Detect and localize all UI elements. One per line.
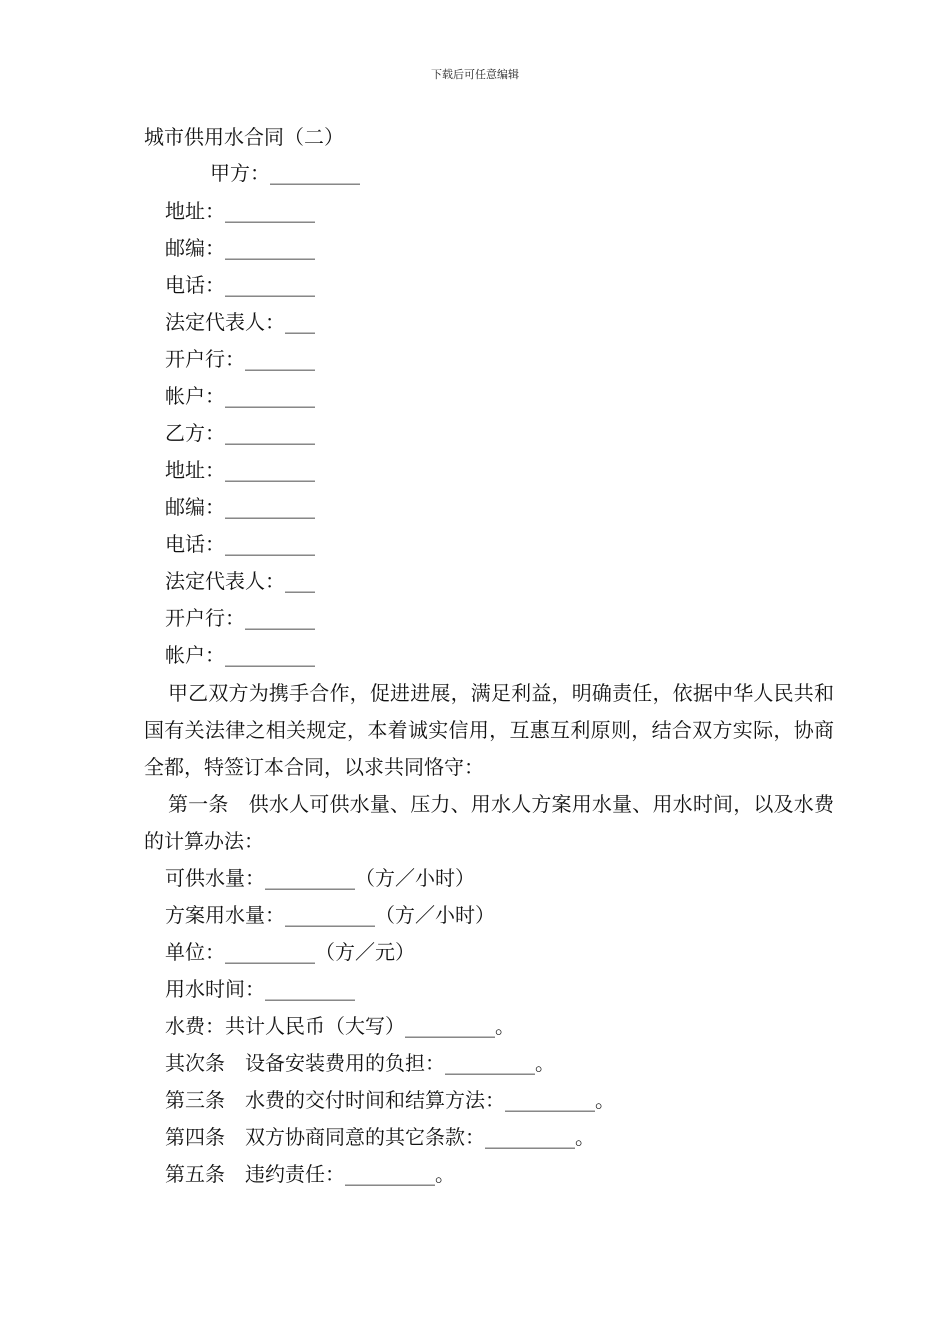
party-b-account: 帐户：_________ — [165, 643, 315, 667]
document-title: 城市供用水合同（二） — [144, 125, 344, 149]
party-a-account: 帐户：_________ — [165, 384, 315, 408]
party-b-legal-rep: 法定代表人：___ — [165, 569, 315, 593]
unit-price: 单位：_________（方／元） — [165, 940, 415, 964]
water-fee-total: 水费：共计人民币（大写）_________。 — [165, 1014, 515, 1038]
party-a-label: 甲方：_________ — [210, 161, 360, 185]
article-1-paragraph: 第一条 供水人可供水量、压力、用水人方案用水量、用水时间，以及水费的计算办法： — [144, 792, 834, 853]
party-b-bank: 开户行：_______ — [165, 606, 315, 630]
party-b-address: 地址：_________ — [165, 458, 315, 482]
article-2: 其次条 设备安装费用的负担：_________。 — [165, 1051, 555, 1075]
water-usage-time: 用水时间：_________ — [165, 977, 355, 1001]
party-b-postcode: 邮编：_________ — [165, 495, 315, 519]
party-a-postcode: 邮编：_________ — [165, 236, 315, 260]
party-a-bank: 开户行：_______ — [165, 347, 315, 371]
intro-paragraph: 甲乙双方为携手合作，促进进展，满足利益，明确责任，依据中华人民共和国有关法律之相关规定，本着诚实信用，互惠互利原则，结合双方实际，协商全都，特签订本合同，以求共同恪守： — [144, 681, 834, 779]
party-a-phone: 电话：_________ — [165, 273, 315, 297]
article-4: 第四条 双方协商同意的其它条款：_________。 — [165, 1125, 595, 1149]
party-a-legal-rep: 法定代表人：___ — [165, 310, 315, 334]
planned-water-volume: 方案用水量：_________（方／小时） — [165, 903, 495, 927]
article-5: 第五条 违约责任：_________。 — [165, 1162, 455, 1186]
article-3: 第三条 水费的交付时间和结算方法：_________。 — [165, 1088, 615, 1112]
party-b-label: 乙方：_________ — [165, 421, 315, 445]
party-b-phone: 电话：_________ — [165, 532, 315, 556]
party-a-address: 地址：_________ — [165, 199, 315, 223]
header-note: 下载后可任意编辑 — [431, 68, 519, 81]
water-supply-volume: 可供水量：_________（方／小时） — [165, 866, 475, 890]
